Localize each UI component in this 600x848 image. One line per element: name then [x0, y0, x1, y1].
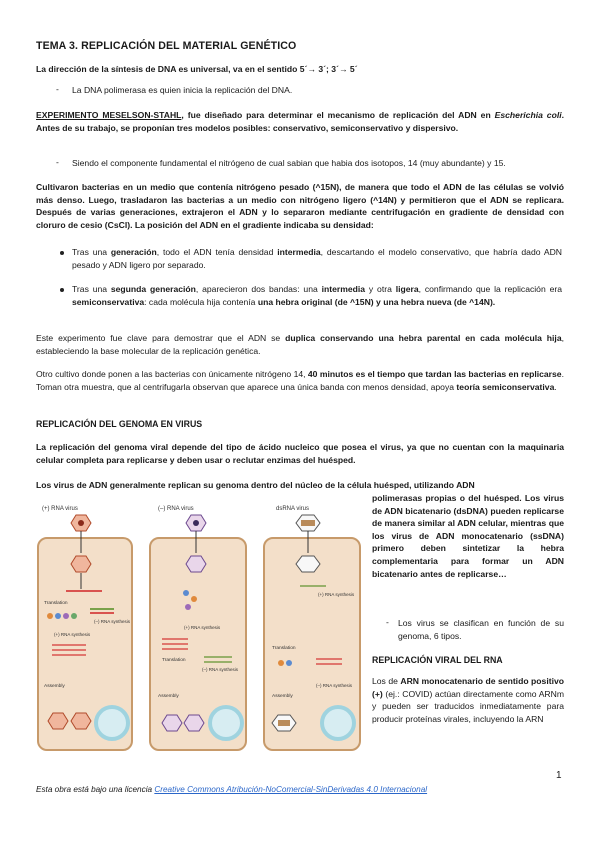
- svg-text:Translation: Translation: [162, 658, 186, 663]
- panel-title-minus-rna: (–) RNA virus: [158, 506, 194, 512]
- license-link[interactable]: Creative Commons Atribución-NoComercial-SinDerivadas 4.0 Internacional: [154, 785, 428, 794]
- dna-virus-continuation: polimerasas propias o del huésped. Los virus de ADN bicatenario (dsDNA) pueden replicarse de manera similar al ADN celular, mientras que los virus de ADN monocatenario (ssDNA) primero deben sintetizar la hebra complementaria para formar un ADN bicatenario antes de replicarse…: [372, 493, 564, 579]
- classification-bullet: Los virus se clasifican en función de su genoma, 6 tipos.: [398, 618, 564, 641]
- svg-text:Translation: Translation: [44, 601, 68, 606]
- svg-text:Translation: Translation: [272, 646, 296, 651]
- panel-minus-rna: [150, 506, 246, 750]
- cultivation-paragraph: Cultivaron bacterias en un medio que contenía nitrógeno pesado (^15N), de manera que todo el ADN de las células se volvió más denso. Luego, trasladaron las bacterias a un medio con nitrógeno ligero (^14N) y permitieron que el ADN se replicara. Después de varias generaciones, extrajeron el ADN y lo separaron mediante centrifugación en gradiente de densidad con cloruro de cesio (CsCl). La posición del ADN en el gradiente indicaba su densidad:: [36, 182, 564, 230]
- page-number: 1: [556, 770, 562, 781]
- meselson-intro: EXPERIMENTO MESELSON-STAHL, fue diseñado para determinar el mecanismo de replicación del ADN en Escherichia coli. Antes de su trabajo, se proponían tres modelos posibles: conservativo, semiconservativo y dispersivo.: [36, 110, 564, 133]
- svg-text:(–) RNA synthesis: (–) RNA synthesis: [316, 683, 353, 688]
- virus-intro-paragraph: La replicación del genoma viral depende del tipo de ácido nucleico que posea el virus, ya que no cuentan con la maquinaria celular completa para replicarse y deben usar o reclutar enzimas del huésped.: [36, 442, 564, 465]
- svg-text:Assembly: Assembly: [272, 694, 293, 699]
- organism-name: Escherichia coli: [494, 110, 562, 120]
- svg-text:(–) RNA synthesis: (–) RNA synthesis: [94, 619, 131, 624]
- bullet-dot: [60, 288, 64, 292]
- virus-section-heading: REPLICACIÓN DEL GENOMA EN VIRUS: [36, 419, 203, 429]
- svg-text:Assembly: Assembly: [158, 694, 179, 699]
- svg-text:Assembly: Assembly: [44, 684, 65, 689]
- direction-statement: La dirección de la síntesis de DNA es universal, va en el sentido 5´→ 3´; 3´→ 5´: [36, 64, 358, 74]
- svg-text:(+) RNA synthesis: (+) RNA synthesis: [54, 632, 91, 637]
- license-footer: Esta obra está bajo una licencia Creative Commons Atribución-NoComercial-SinDerivadas 4.0 Internacional: [36, 785, 428, 794]
- nucleus: [96, 707, 128, 739]
- panel-plus-rna: [38, 506, 132, 750]
- second-generation-bullet: Tras una segunda generación, aparecieron dos bandas: una intermedia y otra ligera, confirmando que la replicación era semiconservativa: cada molécula hija contenía una hebra original (de ^15N) y una hebra nueva (de ^14N).: [72, 284, 562, 307]
- svg-text:(+) RNA synthesis: (+) RNA synthesis: [184, 625, 221, 630]
- bullet-dot: [60, 251, 64, 255]
- svg-text:(–) RNA synthesis: (–) RNA synthesis: [202, 667, 239, 672]
- first-generation-bullet: Tras una generación, todo el ADN tenía densidad intermedia, descartando el modelo conservativo, que habría dado ADN pesado y ADN ligero por separado.: [72, 247, 563, 270]
- panel-title-dsrna: dsRNA virus: [276, 506, 310, 512]
- polymerase-bullet: La DNA polimerasa es quien inicia la replicación del DNA.: [72, 85, 293, 95]
- experiment-key-paragraph: Este experimento fue clave para demostrar que el ADN se duplica conservando una hebra parental en cada molécula hija, estableciendo la base molecular de la replicación genética.: [36, 333, 564, 356]
- page-title: TEMA 3. REPLICACIÓN DEL MATERIAL GENÉTICO: [36, 40, 297, 52]
- bullet-dash: -: [386, 617, 389, 627]
- nitrogen-bullet: Siendo el componente fundamental el nitrógeno de cual sabian que habia dos isotopos, 14 (muy abundante) y 15.: [72, 158, 506, 168]
- panel-title-plus-rna: (+) RNA virus: [42, 506, 78, 512]
- panel-dsrna: [264, 506, 360, 750]
- dna-virus-line: Los virus de ADN generalmente replican su genoma dentro del núcleo de la célula huésped, utilizando ADN: [36, 480, 475, 490]
- rna-paragraph: Los de ARN monocatenario de sentido positivo (+) (ej.: COVID) actúan directamente como ARNm y pueden ser traducidos inmediatamente para producir proteínas virales, incluyendo la ARN: [372, 676, 564, 724]
- bullet-dash: -: [56, 157, 59, 167]
- rna-section-heading: REPLICACIÓN VIRAL DEL RNA: [372, 655, 503, 665]
- viral-replication-figure: [36, 501, 364, 753]
- other-culture-paragraph: Otro cultivo donde ponen a las bacterias con únicamente nitrógeno 14, 40 minutos es el tiempo que tardan las bacterias en replicarse. Toman otra muestra, que al centrifugarla observan que aparece una única banda con menos densidad, apoya teoría semiconservativa.: [36, 369, 564, 392]
- svg-text:(+) RNA synthesis: (+) RNA synthesis: [318, 592, 355, 597]
- meselson-experiment-name: EXPERIMENTO MESELSON-STAHL: [36, 110, 182, 120]
- bullet-dash: -: [56, 84, 59, 94]
